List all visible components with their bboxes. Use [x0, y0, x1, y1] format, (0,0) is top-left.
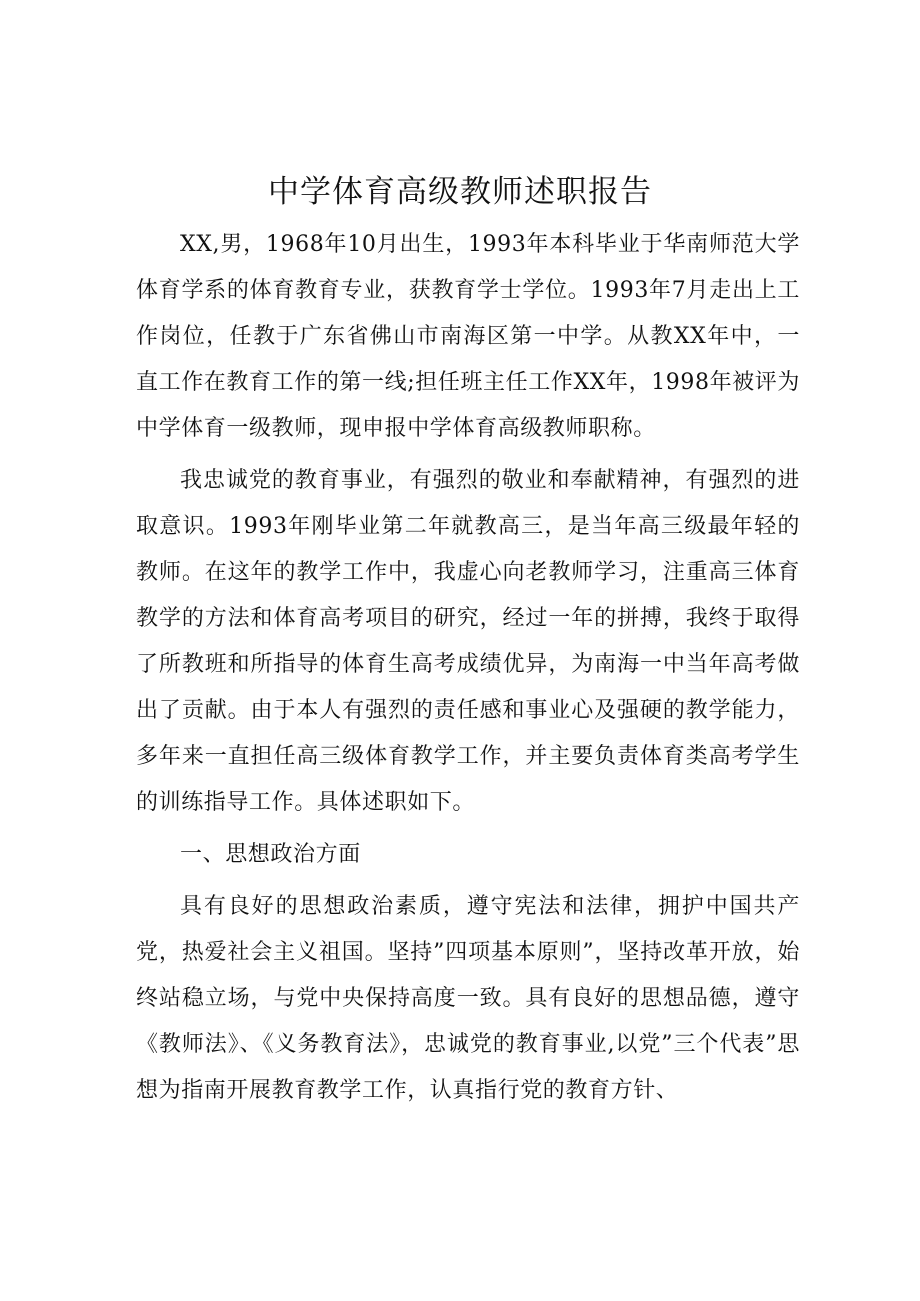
document-body — [136, 222, 800, 1120]
section-heading-ideology: 一、思想政治方面 — [180, 842, 361, 867]
paragraph-personal-info: XX,男，1968年10月出生，1993年本科毕业于华南师范大学体育学系的体育教育专业，获教育学士学位。1993年7月走出上工作岗位，任教于广东省佛山市南海区第一中学。从教XX年中，一直工作在教育工作的第一线;担任班主任工作XX年，1998年被评为中学体育一级教师，现申报中学体育高级教师职称。 — [136, 232, 800, 441]
paragraph-ideology: 具有良好的思想政治素质，遵守宪法和法律，拥护中国共产党，热爱社会主义祖国。坚持”四项基本原则”，坚持改革开放，始终站稳立场，与党中央保持高度一致。具有良好的思想品德，遵守《教师法》、《义务教育法》，忠诚党的教育事业,以党”三个代表”思想为指南开展教育教学工作，认真指行党的教育方针、 — [136, 894, 800, 1103]
paragraph-dedication: 我忠诚党的教育事业，有强烈的敬业和奉献精神，有强烈的进取意识。1993年刚毕业第二年就教高三，是当年高三级最年轻的教师。在这年的教学工作中，我虚心向老教师学习，注重高三体育教学的方法和体育高考项目的研究，经过一年的拼搏，我终于取得了所教班和所指导的体育生高考成绩优异，为南海一中当年高考做出了贡献。由于本人有强烈的责任感和事业心及强硬的教学能力，多年来一直担任高三级体育教学工作，并主要负责体育类高考学生的训练指导工作。具体述职如下。 — [136, 468, 800, 815]
document-title: 中学体育高级教师述职报告 — [268, 174, 652, 210]
